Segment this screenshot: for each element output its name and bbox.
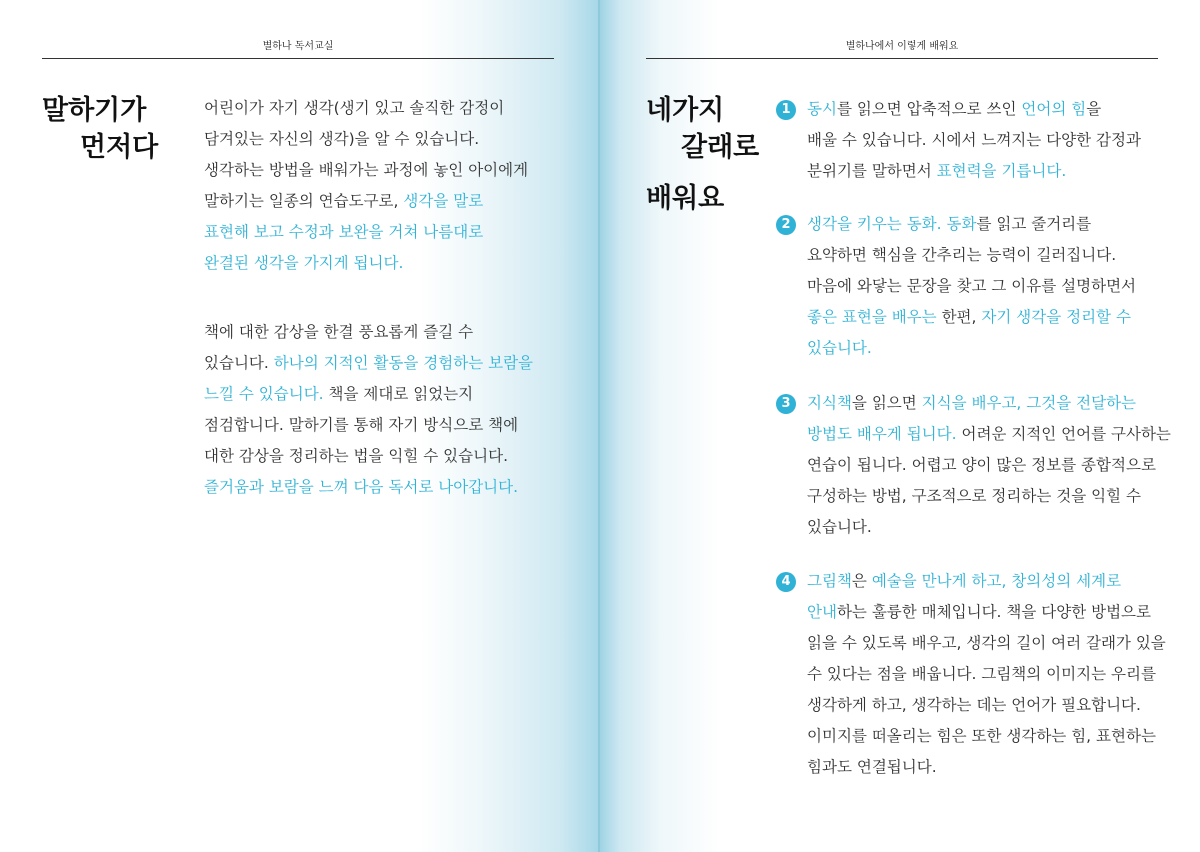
text-line	[204, 124, 528, 155]
body-text: 어려운 지적인 언어를 구사하는	[956, 425, 1171, 443]
book-gutter	[598, 0, 600, 852]
text-line	[807, 333, 1136, 364]
left-header-rule	[42, 58, 554, 59]
highlighted-text: 생각을 키우는 동화. 동화	[807, 215, 977, 233]
body-text: 대한 감상을 정리하는 법을 익힐 수 있습니다.	[204, 447, 509, 465]
body-text: 생각하게 하고, 생각하는 데는 언어가 필요합니다.	[807, 696, 1141, 714]
text-line	[807, 125, 1141, 156]
right-title-line1: 네가지	[646, 95, 725, 126]
left-page-header: 별하나 독서교실	[262, 41, 334, 52]
text-line	[204, 441, 533, 472]
body-text: 은	[851, 572, 872, 590]
body-text: 점검합니다. 말하기를 통해 자기 방식으로 책에	[204, 416, 519, 434]
item-text	[807, 94, 1141, 187]
highlighted-text: 방법도 배우게 됩니다.	[807, 425, 957, 443]
highlighted-text: 지식을 배우고, 그것을 전달하는	[921, 394, 1137, 412]
text-line	[204, 410, 533, 441]
text-line	[807, 209, 1136, 240]
highlighted-text: 느낄 수 있습니다.	[204, 385, 324, 403]
left-paragraph-1	[204, 93, 528, 279]
left-title-line2: 먼저다	[80, 132, 159, 163]
text-line	[807, 271, 1136, 302]
left-paragraph-2	[204, 317, 533, 503]
text-line	[204, 217, 528, 248]
left-title-line1: 말하기가	[42, 95, 147, 126]
body-text: 배울 수 있습니다. 시에서 느껴지는 다양한 감정과	[807, 131, 1141, 149]
body-text: 하는 훌륭한 매체입니다. 책을 다양한 방법으로	[836, 603, 1152, 621]
highlighted-text: 하나의 지적인 활동을 경험하는 보람을	[273, 354, 534, 372]
text-line	[807, 512, 1171, 543]
body-text: 요약하면 핵심을 간추리는 능력이 길러집니다.	[807, 246, 1117, 264]
highlighted-text: 언어의 힘	[1021, 100, 1087, 118]
text-line	[204, 155, 528, 186]
text-line	[807, 302, 1136, 333]
body-text: 책에 대한 감상을 한결 풍요롭게 즐길 수	[204, 323, 474, 341]
body-text: 있습니다.	[807, 518, 872, 536]
text-line	[807, 721, 1166, 752]
text-line	[807, 690, 1166, 721]
body-text: 연습이 됩니다. 어렵고 양이 많은 정보를 종합적으로	[807, 456, 1156, 474]
right-title-line2: 갈래로	[681, 132, 760, 163]
body-text: 어린이가 자기 생각(생기 있고 솔직한 감정이	[204, 99, 505, 117]
item-number-badge: 1	[776, 100, 796, 120]
highlighted-text: 그림책	[807, 572, 852, 590]
body-text: 책을 제대로 읽었는지	[323, 385, 474, 403]
right-page-header: 별하나에서 이렇게 배워요	[845, 41, 959, 52]
text-line	[204, 186, 528, 217]
text-line	[807, 752, 1166, 783]
body-text: 담겨있는 자신의 생각)을 알 수 있습니다.	[204, 130, 480, 148]
highlighted-text: 즐거움과 보람을 느껴 다음 독서로 나아갑니다.	[204, 478, 519, 496]
item-number-badge: 4	[776, 572, 796, 592]
highlighted-text: 지식책	[807, 394, 852, 412]
item-text	[807, 209, 1136, 364]
text-line	[204, 472, 533, 503]
right-header-rule	[646, 58, 1158, 59]
right-title-line3: 배워요	[646, 183, 725, 214]
highlighted-text: 생각을 말로	[403, 192, 484, 210]
highlighted-text: 완결된 생각을 가지게 됩니다.	[204, 254, 404, 272]
text-line	[807, 597, 1166, 628]
highlighted-text: 표현력을 기릅니다.	[936, 162, 1067, 180]
item-text	[807, 566, 1166, 783]
text-line	[807, 481, 1171, 512]
body-text: 수 있다는 점을 배웁니다. 그림책의 이미지는 우리를	[807, 665, 1156, 683]
body-text: 분위기를 말하면서	[807, 162, 937, 180]
text-line	[204, 379, 533, 410]
text-line	[807, 419, 1171, 450]
text-line	[807, 156, 1141, 187]
text-line	[807, 566, 1166, 597]
text-line	[807, 94, 1141, 125]
body-text: 한편,	[936, 308, 982, 326]
highlighted-text: 있습니다.	[807, 339, 872, 357]
body-text: 있습니다.	[204, 354, 274, 372]
body-text: 을	[1086, 100, 1102, 118]
text-line	[807, 659, 1166, 690]
body-text: 를 읽으면 압축적으로 쓰인	[836, 100, 1022, 118]
body-text: 를 읽고 줄거리를	[976, 215, 1092, 233]
text-line	[204, 317, 533, 348]
text-line	[204, 93, 528, 124]
item-number-badge: 2	[776, 215, 796, 235]
highlighted-text: 좋은 표현을 배우는	[807, 308, 937, 326]
item-number-badge: 3	[776, 394, 796, 414]
text-line	[807, 450, 1171, 481]
text-line	[204, 348, 533, 379]
text-line	[807, 628, 1166, 659]
highlighted-text: 표현해 보고 수정과 보완을 거쳐 나름대로	[204, 223, 484, 241]
highlighted-text: 예술을 만나게 하고, 창의성의 세계로	[871, 572, 1122, 590]
highlighted-text: 안내	[807, 603, 837, 621]
body-text: 힘과도 연결됩니다.	[807, 758, 937, 776]
body-text: 생각하는 방법을 배워가는 과정에 놓인 아이에게	[204, 161, 529, 179]
body-text: 말하기는 일종의 연습도구로,	[204, 192, 404, 210]
body-text: 마음에 와닿는 문장을 찾고 그 이유를 설명하면서	[807, 277, 1137, 295]
body-text: 이미지를 떠올리는 힘은 또한 생각하는 힘, 표현하는	[807, 727, 1156, 745]
text-line	[807, 240, 1136, 271]
body-text: 구성하는 방법, 구조적으로 정리하는 것을 익힐 수	[807, 487, 1141, 505]
highlighted-text: 동시	[807, 100, 837, 118]
body-text: 을 읽으면	[851, 394, 922, 412]
item-text	[807, 388, 1171, 543]
body-text: 읽을 수 있도록 배우고, 생각의 길이 여러 갈래가 있을	[807, 634, 1166, 652]
highlighted-text: 자기 생각을 정리할 수	[981, 308, 1131, 326]
text-line	[807, 388, 1171, 419]
text-line	[204, 248, 528, 279]
